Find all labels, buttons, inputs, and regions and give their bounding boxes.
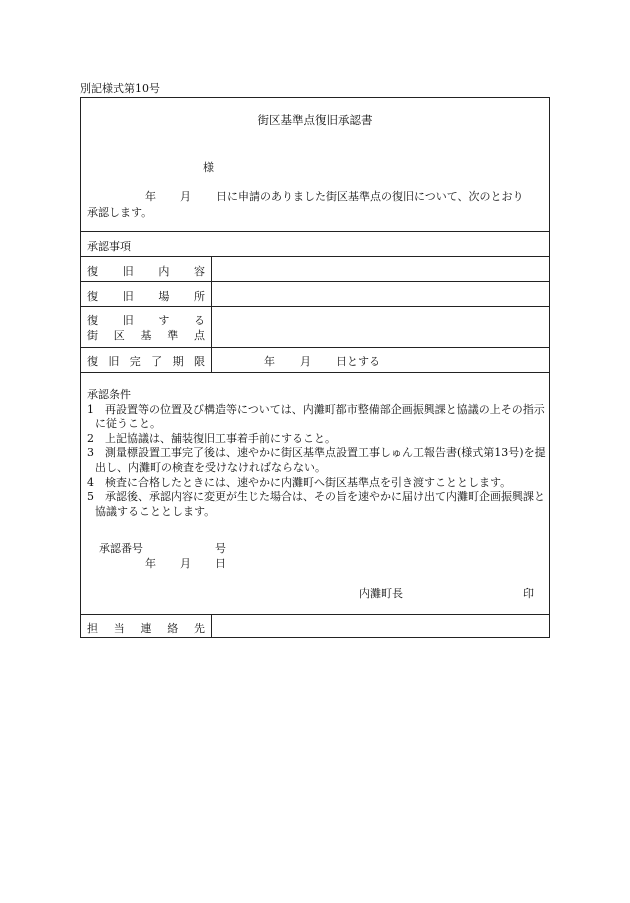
location-label: 復 旧 場 所 xyxy=(87,290,205,303)
deadline-year: 年 xyxy=(264,355,275,368)
seal-mark: 印 xyxy=(523,587,534,600)
condition-item: 2 上記協議は、舗装復旧工事着手前にすること。 xyxy=(87,431,336,445)
conditions-heading: 承認条件 xyxy=(87,388,131,401)
content-label: 復 旧 内 容 xyxy=(87,265,205,278)
issuer-name: 内灘町長 xyxy=(359,587,403,600)
condition-item: 4 検査に合格したときには、速やかに内灘町へ街区基準点を引き渡すこととします。 xyxy=(87,475,512,489)
approval-number-suffix: 号 xyxy=(215,542,226,555)
approval-number-label: 承認番号 xyxy=(99,542,143,555)
form-title: 街区基準点復旧承認書 xyxy=(257,113,373,127)
condition-item: 3 測量標設置工事完了後は、速やかに街区基準点設置工事しゅん工報告書(様式第13号)を提出し、内灘町の検査を受けなければならない。 xyxy=(87,446,546,474)
approval-form xyxy=(80,97,550,638)
condition-item: 5 承認後、承認内容に変更が生じた場合は、その旨を速やかに届け出て内灘町企画振興課と協議することとします。 xyxy=(87,490,545,518)
approval-items-heading: 承認事項 xyxy=(87,240,131,253)
intro-year: 年 xyxy=(145,190,156,203)
approval-date-year: 年 xyxy=(145,557,156,570)
deadline-label: 復 旧 完 了 期 限 xyxy=(87,355,205,368)
restore-point-label-line2: 街 区 基 準 点 xyxy=(87,329,205,342)
deadline-day: 日とする xyxy=(336,355,380,368)
approval-date-day: 日 xyxy=(215,557,226,570)
contact-label: 担 当 連 絡 先 xyxy=(87,622,205,635)
conditions-block xyxy=(87,388,547,519)
addressee-suffix: 様 xyxy=(203,161,214,174)
intro-text-line2: 承認します。 xyxy=(87,206,153,219)
form-number: 別記様式第10号 xyxy=(80,82,160,95)
deadline-month: 月 xyxy=(300,355,311,368)
intro-text-line1: 日に申請のありました街区基準点の復旧について、次のとおり xyxy=(216,190,524,203)
approval-date-month: 月 xyxy=(180,557,191,570)
intro-month: 月 xyxy=(180,190,191,203)
condition-item: 1 再設置等の位置及び構造等については、内灘町都市整備部企画振興課と協議の上その指示に従うこと。 xyxy=(87,402,545,431)
restore-point-label-line1: 復 旧 す る xyxy=(87,314,205,327)
